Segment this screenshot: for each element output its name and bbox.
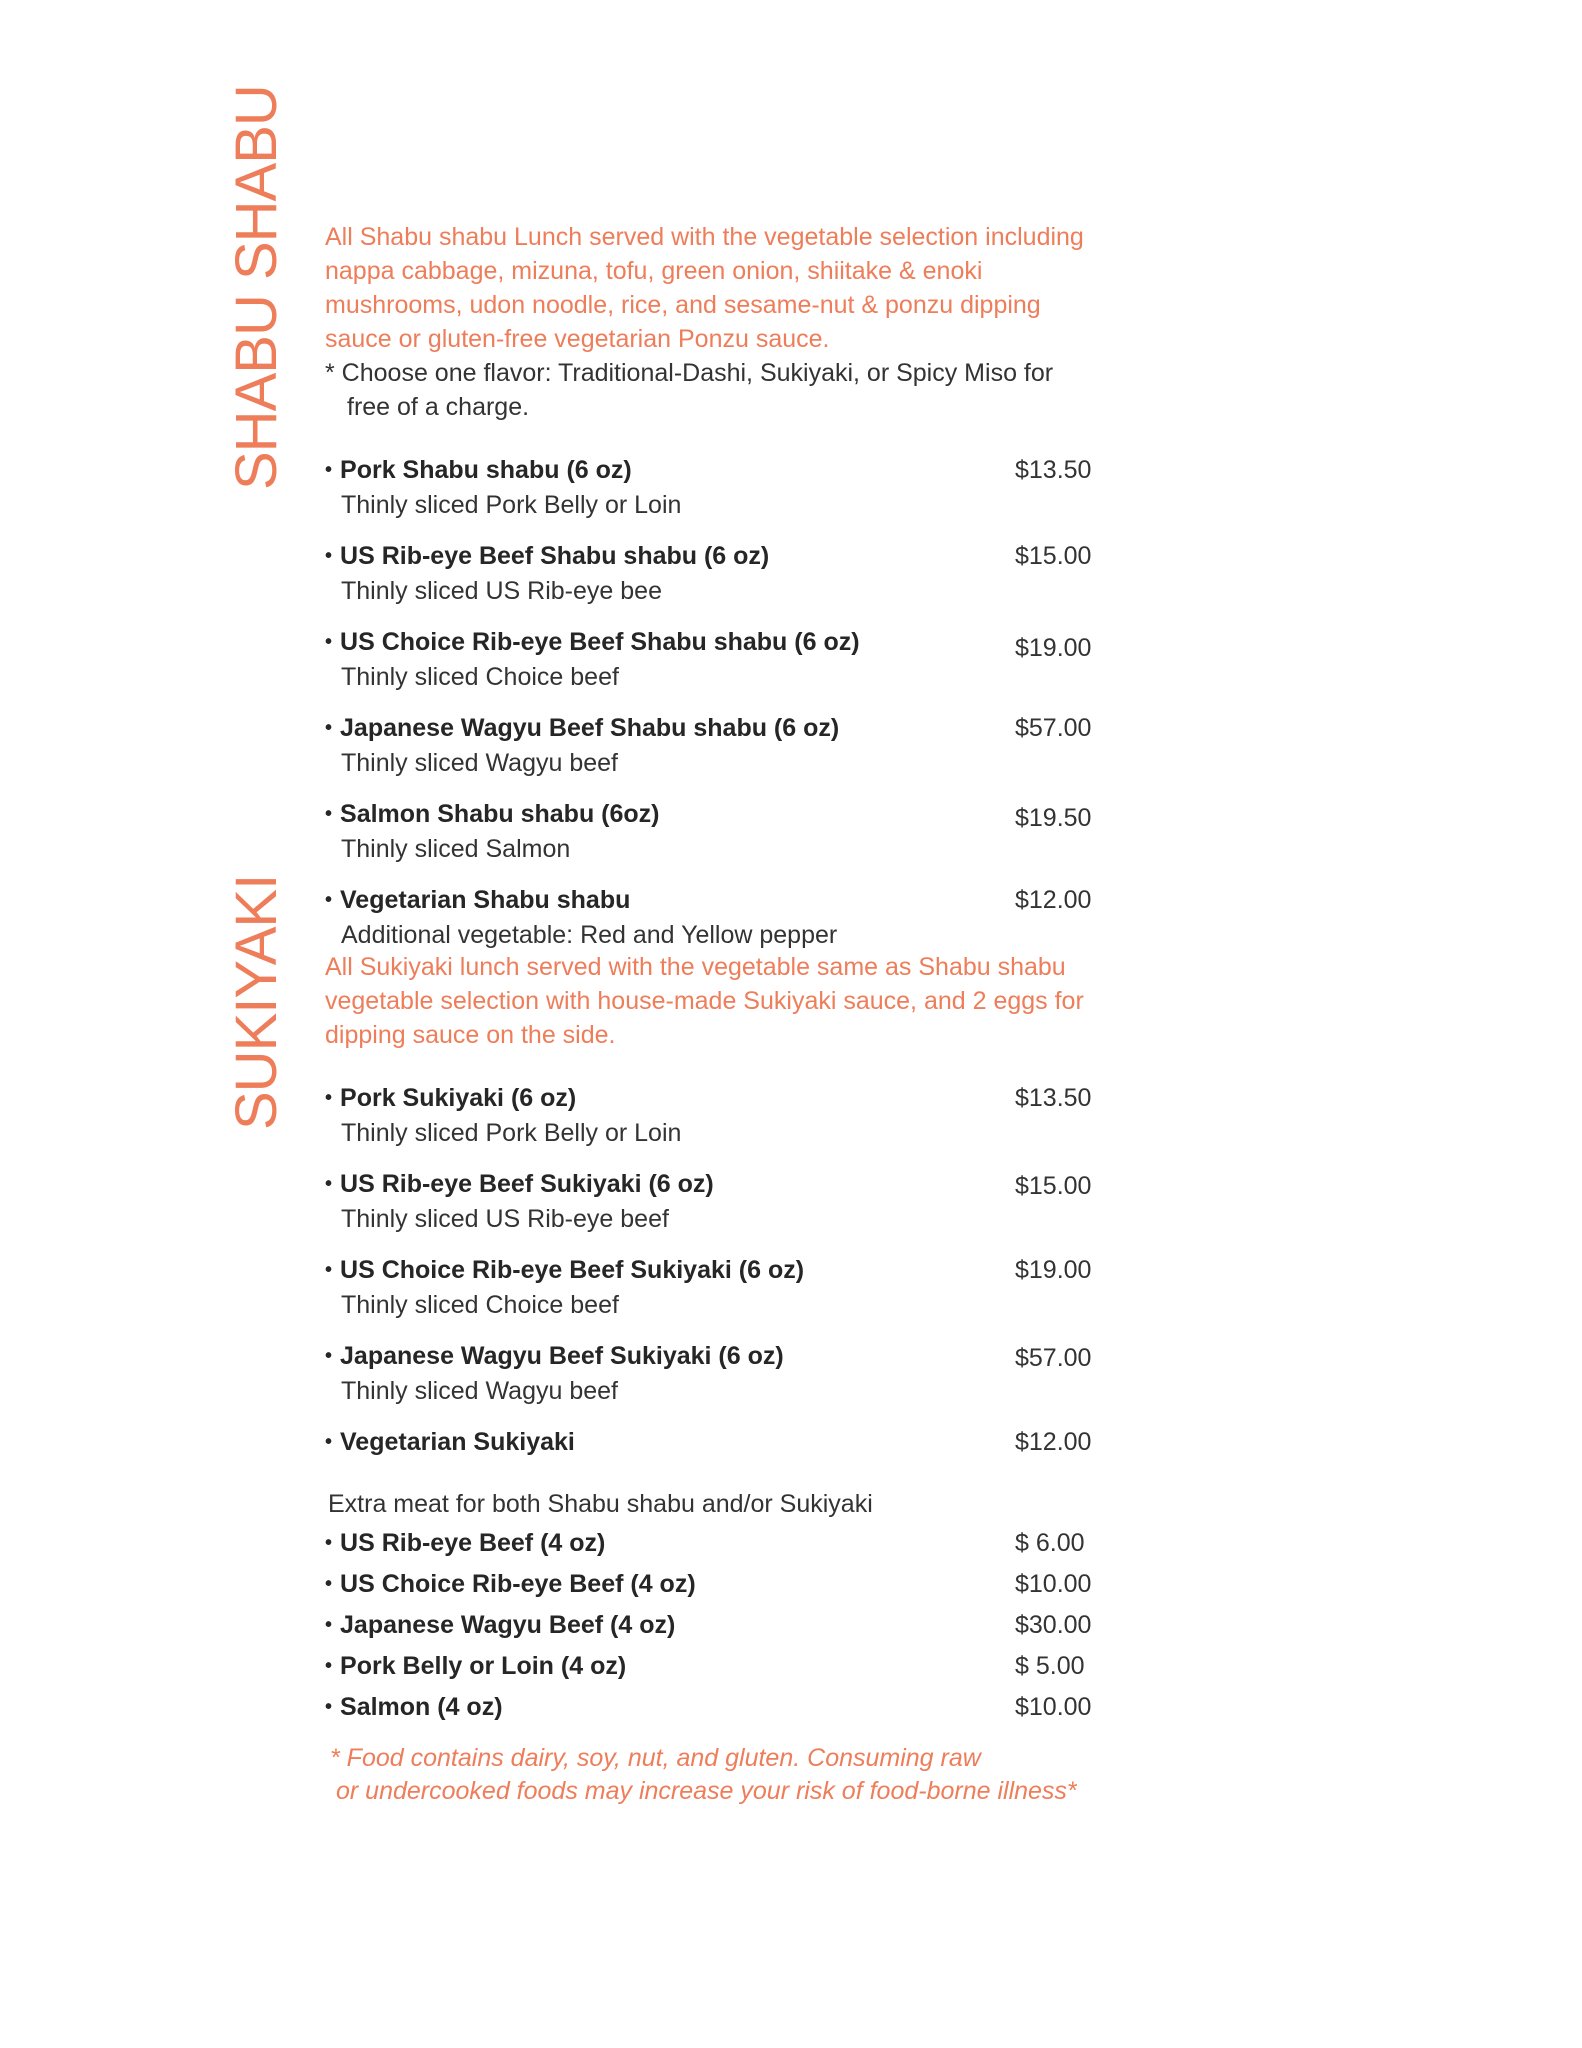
shabu-shabu-menu-list <box>325 454 1115 970</box>
menu-item-name: • Pork Sukiyaki (6 oz) <box>325 1082 1115 1117</box>
extra-item <box>325 1524 1115 1565</box>
menu-item-price: $15.00 <box>1015 1172 1092 1200</box>
menu-item-name: • US Rib-eye Beef Shabu shabu (6 oz) <box>325 540 1115 575</box>
menu-item <box>325 454 1115 521</box>
menu-item-price: $19.50 <box>1015 804 1092 832</box>
flavor-note-line2: free of a charge. <box>347 393 530 421</box>
intro-line: All Shabu shabu Lunch served with the vegetable selection including <box>325 223 1084 251</box>
menu-item-price: $12.00 <box>1015 886 1092 914</box>
intro-line: dipping sauce on the side. <box>325 1021 616 1049</box>
menu-item-description: Thinly sliced Wagyu beef <box>341 1377 618 1405</box>
intro-line: mushrooms, udon noodle, rice, and sesame-nut & ponzu dipping <box>325 291 1041 319</box>
menu-item-description: Thinly sliced Choice beef <box>341 1291 619 1319</box>
menu-item-name: • Japanese Wagyu Beef Shabu shabu (6 oz) <box>325 712 1115 747</box>
intro-line: sauce or gluten-free vegetarian Ponzu sauce. <box>325 325 830 353</box>
sukiyaki-section-title: SUKIYAKI <box>224 874 289 1130</box>
menu-item-description: Thinly sliced Choice beef <box>341 663 619 691</box>
extra-item <box>325 1688 1115 1729</box>
menu-item-price: $13.50 <box>1015 1084 1092 1112</box>
intro-line: nappa cabbage, mizuna, tofu, green onion, shiitake & enoki <box>325 257 983 285</box>
disclaimer-line2: or undercooked foods may increase your risk of food-borne illness* <box>336 1777 1077 1805</box>
extra-item <box>325 1647 1115 1688</box>
extra-item <box>325 1606 1115 1647</box>
menu-item <box>325 1254 1115 1321</box>
menu-item-description: Thinly sliced Wagyu beef <box>341 749 618 777</box>
menu-item <box>325 712 1115 779</box>
menu-item-name: • Vegetarian Shabu shabu <box>325 884 1115 919</box>
menu-item <box>325 1426 1115 1461</box>
extra-item-name: • Pork Belly or Loin (4 oz) <box>325 1647 1115 1687</box>
menu-item-price: $12.00 <box>1015 1428 1092 1456</box>
menu-item-description: Thinly sliced US Rib-eye bee <box>341 577 662 605</box>
extra-item-name: • US Choice Rib-eye Beef (4 oz) <box>325 1565 1115 1605</box>
menu-item-price: $19.00 <box>1015 634 1092 662</box>
menu-item-price: $57.00 <box>1015 1344 1092 1372</box>
menu-item-price: $13.50 <box>1015 456 1092 484</box>
menu-item-name: • US Choice Rib-eye Beef Sukiyaki (6 oz) <box>325 1254 1115 1289</box>
extra-meat-heading: Extra meat for both Shabu shabu and/or Sukiyaki <box>328 1490 873 1518</box>
menu-item-name: • Vegetarian Sukiyaki <box>325 1426 1115 1461</box>
menu-item <box>325 1340 1115 1407</box>
intro-line: All Sukiyaki lunch served with the vegetable same as Shabu shabu <box>325 953 1066 981</box>
extra-meat-list <box>325 1524 1115 1729</box>
flavor-note <box>325 356 1145 424</box>
sukiyaki-intro <box>325 950 1145 1052</box>
menu-item-name: • US Rib-eye Beef Sukiyaki (6 oz) <box>325 1168 1115 1203</box>
menu-item-description: Thinly sliced Salmon <box>341 835 571 863</box>
menu-item-description: Thinly sliced Pork Belly or Loin <box>341 1119 682 1147</box>
menu-item-price: $57.00 <box>1015 714 1092 742</box>
menu-item-description: Thinly sliced Pork Belly or Loin <box>341 491 682 519</box>
shabu-shabu-intro <box>325 220 1145 424</box>
menu-item-name: • Salmon Shabu shabu (6oz) <box>325 798 1115 833</box>
menu-item-description: Thinly sliced US Rib-eye beef <box>341 1205 669 1233</box>
extra-item-name: • Japanese Wagyu Beef (4 oz) <box>325 1606 1115 1646</box>
extra-item-price: $30.00 <box>1015 1611 1092 1639</box>
extra-item-price: $ 6.00 <box>1015 1529 1085 1557</box>
menu-item <box>325 798 1115 865</box>
menu-item-name: • US Choice Rib-eye Beef Shabu shabu (6 oz) <box>325 626 1115 661</box>
menu-item-price: $19.00 <box>1015 1256 1092 1284</box>
menu-item <box>325 884 1115 951</box>
extra-item-name: • Salmon (4 oz) <box>325 1688 1115 1728</box>
allergen-disclaimer <box>330 1742 1090 1808</box>
extra-item-price: $ 5.00 <box>1015 1652 1085 1680</box>
menu-item <box>325 540 1115 607</box>
sukiyaki-menu-list <box>325 1082 1115 1480</box>
menu-item-price: $15.00 <box>1015 542 1092 570</box>
menu-item-name: • Japanese Wagyu Beef Sukiyaki (6 oz) <box>325 1340 1115 1375</box>
menu-item <box>325 1082 1115 1149</box>
shabu-shabu-section-title: SHABU SHABU <box>224 85 289 490</box>
extra-item-name: • US Rib-eye Beef (4 oz) <box>325 1524 1115 1564</box>
flavor-note-line1: * Choose one flavor: Traditional-Dashi, Sukiyaki, or Spicy Miso for <box>325 359 1054 387</box>
intro-line: vegetable selection with house-made Sukiyaki sauce, and 2 eggs for <box>325 987 1084 1015</box>
extra-item-price: $10.00 <box>1015 1693 1092 1721</box>
menu-item <box>325 1168 1115 1235</box>
menu-item-name: • Pork Shabu shabu (6 oz) <box>325 454 1115 489</box>
extra-item <box>325 1565 1115 1606</box>
menu-item-description: Additional vegetable: Red and Yellow pepper <box>341 921 838 949</box>
extra-item-price: $10.00 <box>1015 1570 1092 1598</box>
menu-item <box>325 626 1115 693</box>
disclaimer-line1: * Food contains dairy, soy, nut, and gluten. Consuming raw <box>330 1744 981 1772</box>
